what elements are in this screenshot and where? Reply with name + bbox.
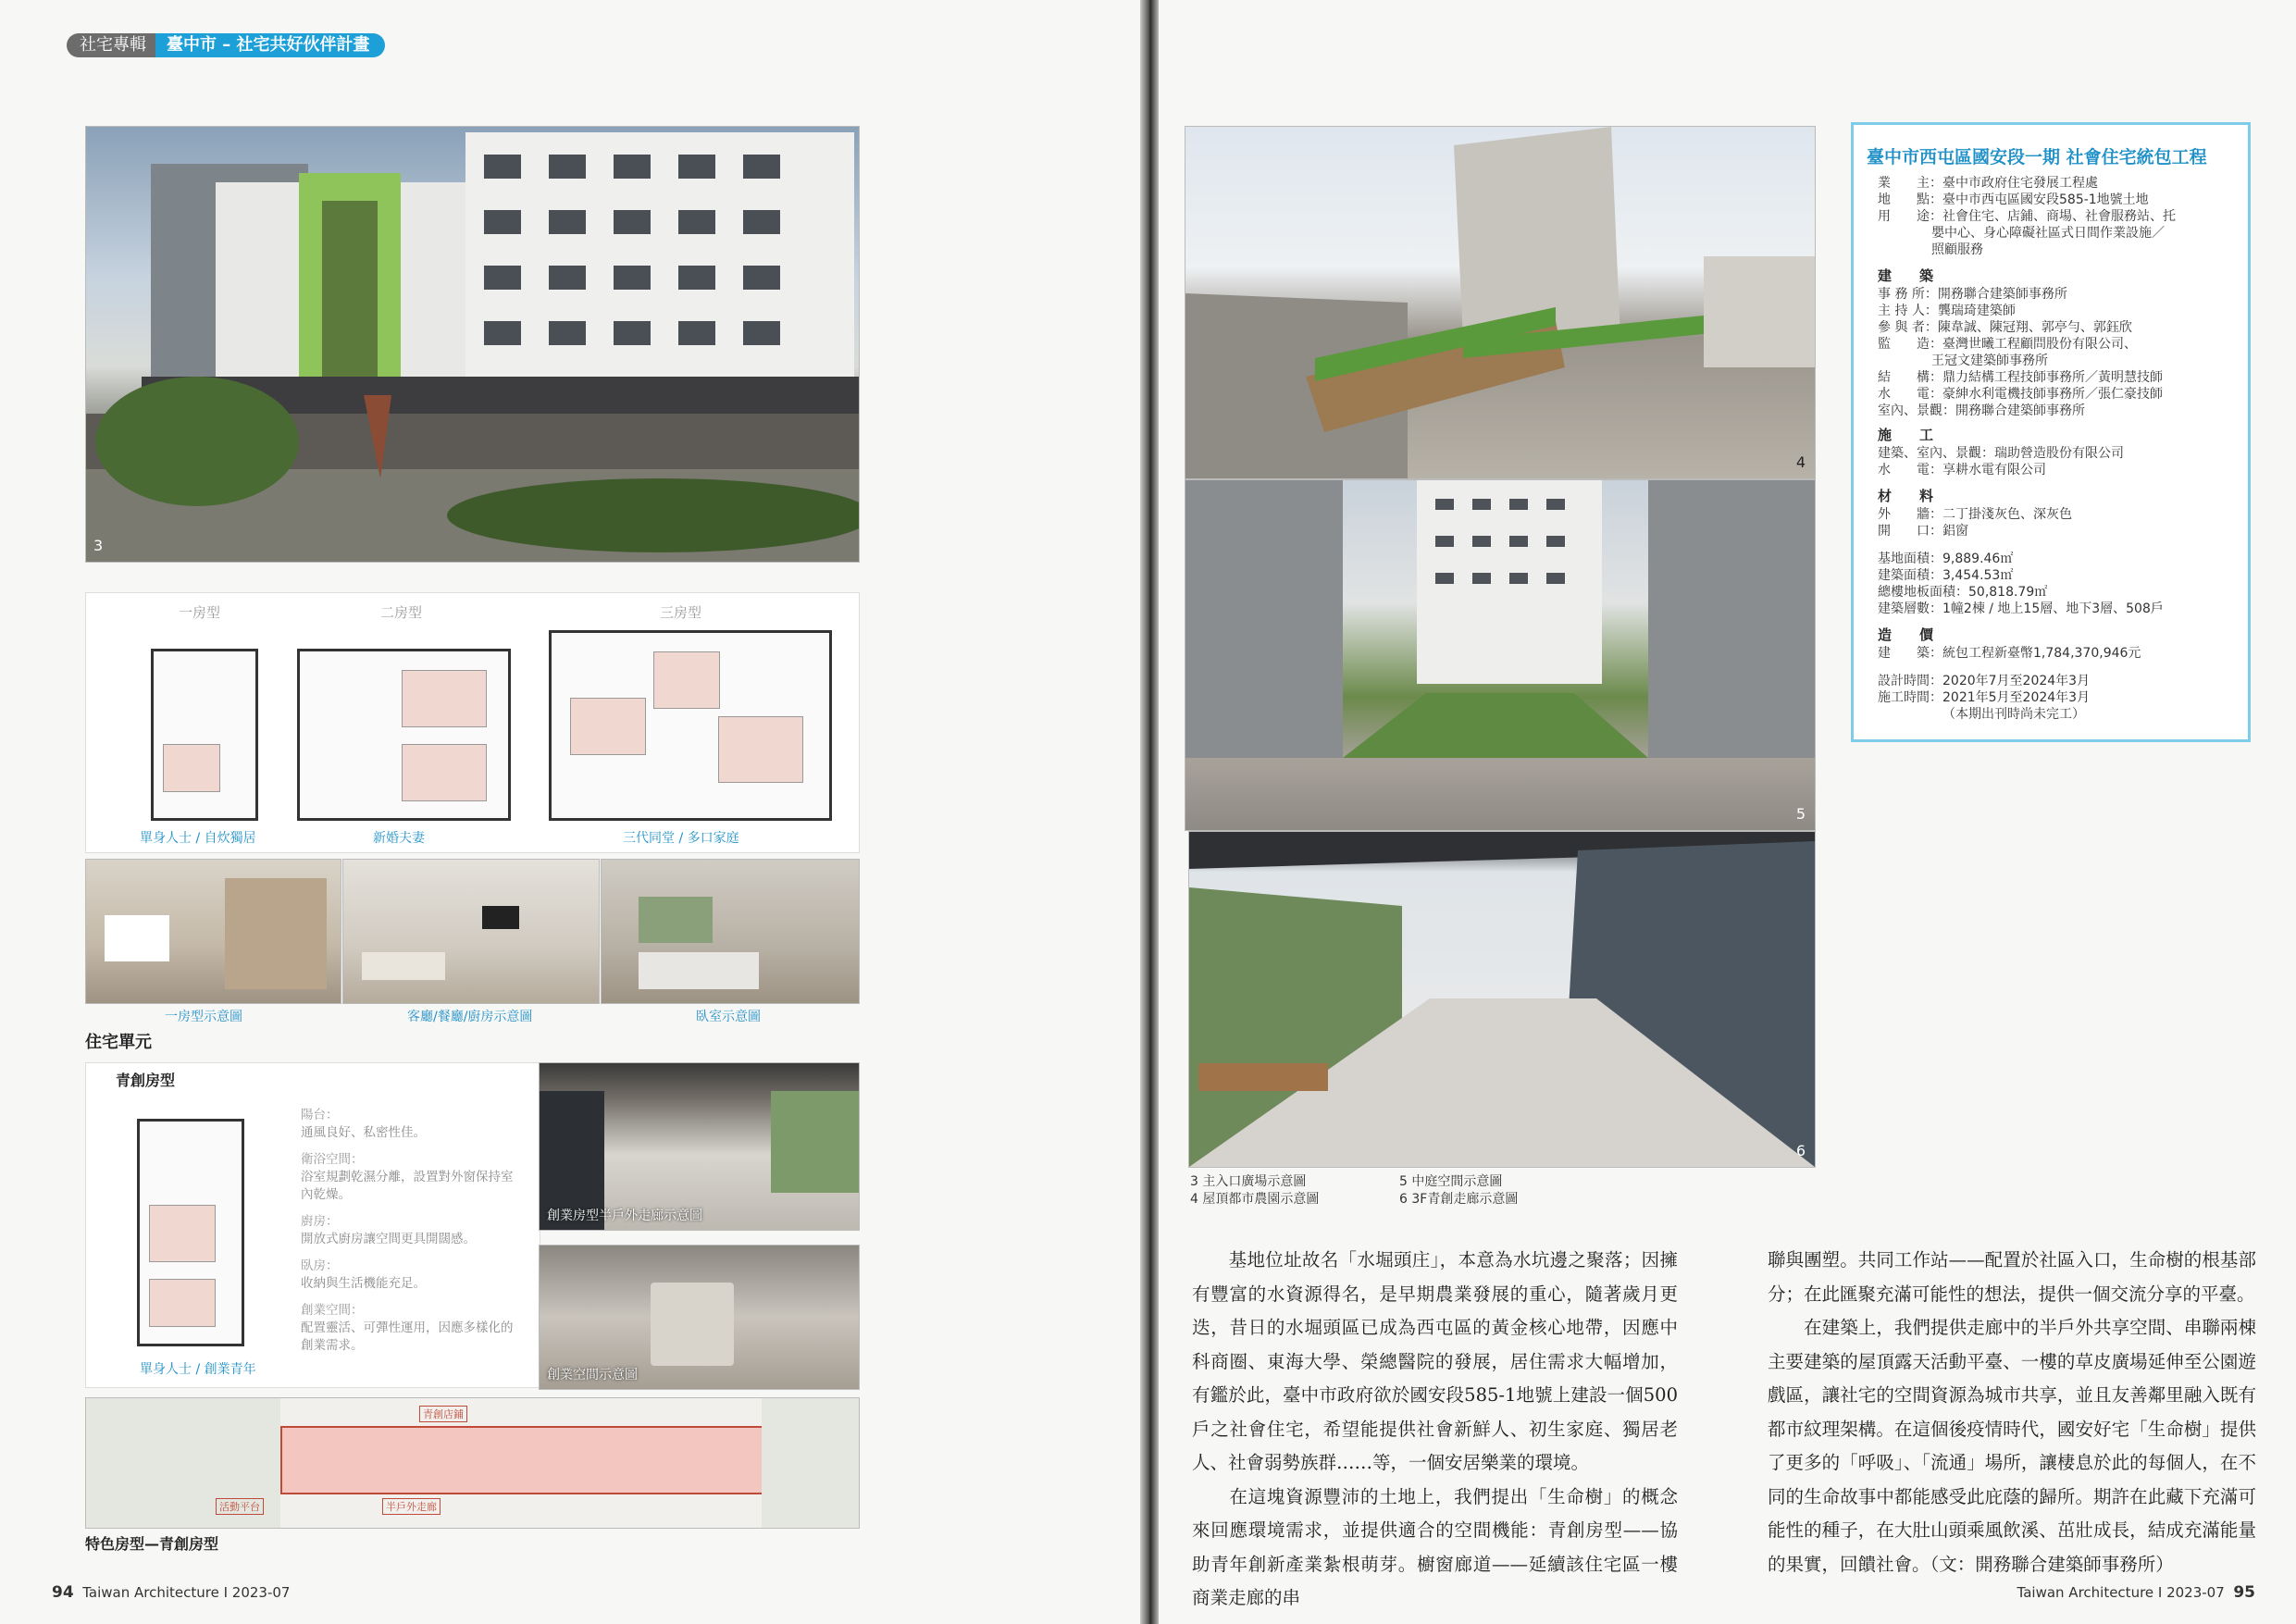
body-para-2: 在這塊資源豐沛的土地上，我們提出「生命樹」的概念來回應環境需求，並提供適合的空間機能：青創房型——協助青年創新產業紮根萌芽。櫥窗廊道——延續該住宅區一樓商業走廊的串 (1192, 1485, 1678, 1608)
youth-caption: 單身人士 / 創業青年 (140, 1362, 256, 1377)
youth-title: 青創房型 (116, 1072, 176, 1089)
strip-label-corridor: 半戶外走廊 (382, 1498, 441, 1515)
note-5: 創業空間： 配置靈活、可彈性運用，因應多樣化的創業需求。 (301, 1303, 514, 1353)
youth-strip-plan (85, 1397, 860, 1529)
spec-row-supervision-2: 王冠文建築師事務所 (1931, 353, 2048, 368)
right-page (1159, 0, 2296, 1624)
note-2: 衛浴空間： 浴室規劃乾濕分離，設置對外窗保持室內乾燥。 (301, 1152, 514, 1202)
youth-photo-caption-1: 創業房型半戶外走廊示意圖 (547, 1209, 702, 1223)
plan-type-1: 一房型 (179, 604, 221, 621)
caption-6: 6 3F青創走廊示意圖 (1399, 1192, 1519, 1207)
spec-row-use: 用 途：社會住宅、店鋪、商場、社會服務站、托 (1878, 209, 2176, 224)
spec-row-structure: 結 構：鼎力結構工程技師事務所／黃明慧技師 (1878, 370, 2163, 385)
spec-row-cost: 建 築：統包工程新臺幣1,784,370,946元 (1878, 646, 2141, 661)
building-rendering (86, 127, 859, 562)
spec-head-material: 材 料 (1878, 488, 1934, 504)
thumb-one-room (85, 859, 341, 1004)
body-column-2 (1768, 1244, 2256, 1581)
photo-rooftop-farm (1185, 126, 1816, 479)
spec-row-design-time: 設計時間：2020年7月至2024年3月 (1878, 674, 2091, 688)
spec-row-mep: 水 電：豪紳水利電機技師事務所／張仁豪技師 (1878, 387, 2163, 402)
spec-row-firm: 事 務 所：開務聯合建築師事務所 (1878, 287, 2067, 302)
thumb-caption-3: 臥室示意圖 (696, 1010, 761, 1024)
spec-row-openings: 開 口：鋁窗 (1878, 524, 1968, 539)
youth-notes (301, 1107, 514, 1355)
body-column-1 (1192, 1244, 1678, 1616)
spec-row-use-3: 照顧服務 (1931, 242, 1983, 257)
caption-4: 4 屋頂都市農園示意圖 (1190, 1192, 1320, 1207)
spec-row-facade: 外 牆：二丁掛淺灰色、深灰色 (1878, 507, 2072, 522)
spec-row-use-2: 嬰中心、身心障礙社區式日間作業設施／ (1931, 226, 2165, 241)
photo-number: 3 (93, 537, 104, 554)
plan-caption-1: 單身人士 / 自炊獨居 (140, 831, 256, 846)
spec-row-principal: 主 持 人：龔瑞琦建築師 (1878, 304, 2016, 318)
plan-one-room (151, 649, 258, 821)
spec-row-note: （本期出刊時尚未完工） (1942, 707, 2085, 722)
spec-row-build-time: 施工時間：2021年5月至2024年3月 (1878, 690, 2091, 705)
spec-row-owner: 業 主：臺中市政府住宅發展工程處 (1878, 176, 2098, 191)
photo-youth-space (539, 1245, 860, 1390)
rooftop-rendering (1185, 127, 1815, 478)
plan-two-room (297, 649, 511, 821)
spec-head-build: 施 工 (1878, 427, 1934, 443)
plan-youth (137, 1119, 244, 1346)
photo-courtyard (1185, 479, 1816, 831)
spec-row-supervision: 監 造：臺灣世曦工程顧問股份有限公司、 (1878, 337, 2137, 352)
spec-row-building-area: 建築面積：3,454.53㎡ (1878, 568, 2014, 583)
photo-number-6: 6 (1795, 1142, 1806, 1159)
captions-col1 (1190, 1173, 1319, 1209)
spec-row-team: 參 與 者：陳韋誠、陳冠翔、郭亭勻、郭鈺欣 (1878, 320, 2132, 335)
photo-number-4: 4 (1795, 453, 1806, 471)
unit-floor-plans (85, 592, 860, 853)
strip-title: 特色房型—青創房型 (85, 1535, 219, 1553)
left-page (0, 0, 1140, 1624)
spec-row-contractor: 建築、室內、景觀：瑞助營造股份有限公司 (1878, 446, 2124, 461)
caption-5: 5 中庭空間示意圖 (1399, 1174, 1503, 1189)
strip-label-platform: 活動平台 (216, 1498, 264, 1515)
spec-row-site-area: 基地面積：9,889.46㎡ (1878, 552, 2014, 566)
left-folio: 94 Taiwan Architecture I 2023-07 (52, 1583, 291, 1602)
photo-youth-corridor (539, 1062, 860, 1231)
gutter (1140, 0, 1159, 1624)
spec-head-cost: 造 價 (1878, 626, 1934, 643)
photo-3f-corridor (1188, 831, 1816, 1168)
caption-3: 3 主入口廣場示意圖 (1190, 1174, 1307, 1189)
section-tag: 社宅專輯 (67, 33, 159, 57)
strip-label-shops: 青創店鋪 (419, 1406, 467, 1422)
photo-main-entrance (85, 126, 860, 563)
thumb-caption-1: 一房型示意圖 (165, 1010, 242, 1024)
note-4: 臥房： 收納與生活機能充足。 (301, 1258, 426, 1291)
spec-row-interior: 室內、景觀：開務聯合建築師事務所 (1878, 403, 2085, 418)
spec-title: 臺中市西屯區國安段一期 社會住宅統包工程 (1867, 147, 2207, 167)
body-para-4: 在建築上，我們提供走廊中的半戶外共享空間、串聯兩棟主要建築的屋頂露天活動平臺、一樓的草皮廣場延伸至公園遊戲區，讓社宅的空間資源為城市共享，並且友善鄰里融入既有都市紋理架構。在這個後疫情時代，國安好宅「生命樹」提供了更多的「呼吸」、「流通」場所，讓棲息於此的每個人，在不同的生命故事中都能感受此庇蔭的歸所。期許在此藏下充滿可能性的種子，在大肚山頭乘風飲溪、茁壯成長，結成充滿能量的果實，回饋社會。（文：開務聯合建築師事務所） (1768, 1317, 2256, 1575)
project-spec-box (1851, 122, 2251, 742)
captions-col2 (1399, 1173, 1518, 1209)
courtyard-rendering (1185, 480, 1815, 830)
body-para-3: 聯與團塑。共同工作站——配置於社區入口，生命樹的根基部分；在此匯聚充滿可能性的想法，提供一個交流分享的平臺。 (1768, 1249, 2256, 1305)
plan-caption-2: 新婚夫妻 (373, 831, 425, 846)
note-3: 廚房： 開放式廚房讓空間更具開闊感。 (301, 1214, 476, 1246)
corridor-rendering (1189, 832, 1815, 1167)
right-folio: Taiwan Architecture I 2023-07 95 (2017, 1583, 2255, 1602)
spec-row-floors: 建築層數：1幢2棟 / 地上15層、地下3層、508戶 (1878, 601, 2164, 616)
spec-row-mep-contractor: 水 電：享耕水電有限公司 (1878, 463, 2046, 477)
spec-row-site: 地 點：臺中市西屯區國安段585-1地號土地 (1878, 192, 2149, 207)
topic-tag: 臺中市 – 社宅共好伙伴計畫 (155, 33, 385, 57)
photo-number-5: 5 (1795, 805, 1806, 823)
thumb-bedroom (601, 859, 860, 1004)
units-label: 住宅單元 (85, 1033, 152, 1052)
youth-photo-caption-2: 創業空間示意圖 (547, 1368, 638, 1382)
plan-caption-3: 三代同堂 / 多口家庭 (623, 831, 739, 846)
thumb-caption-2: 客廳/餐廳/廚房示意圖 (407, 1010, 533, 1024)
plan-three-room (549, 630, 832, 821)
plan-type-2: 二房型 (380, 604, 423, 621)
spec-head-arch: 建 築 (1878, 267, 1934, 284)
thumb-living (342, 859, 600, 1004)
body-para-1: 基地位址故名「水堀頭庄」，本意為水坑邊之聚落；因擁有豐富的水資源得名，是早期農業發展的重心，隨著歲月更迭，昔日的水堀頭區已成為西屯區的黃金核心地帶，因應中科商圈、東海大學、榮總醫院的發展，居住需求大幅增加，有鑑於此，臺中市政府欲於國安段585-1地號上建設一個500戶之社會住宅，希望能提供社會新鮮人、初生家庭、獨居老人、社會弱勢族群……等，一個安居樂業的環境。 (1192, 1249, 1678, 1473)
spec-row-floor-area: 總樓地板面積：50,818.79㎡ (1878, 585, 2048, 600)
note-1: 陽台： 通風良好、私密性佳。 (301, 1108, 426, 1140)
plan-type-3: 三房型 (660, 604, 702, 621)
